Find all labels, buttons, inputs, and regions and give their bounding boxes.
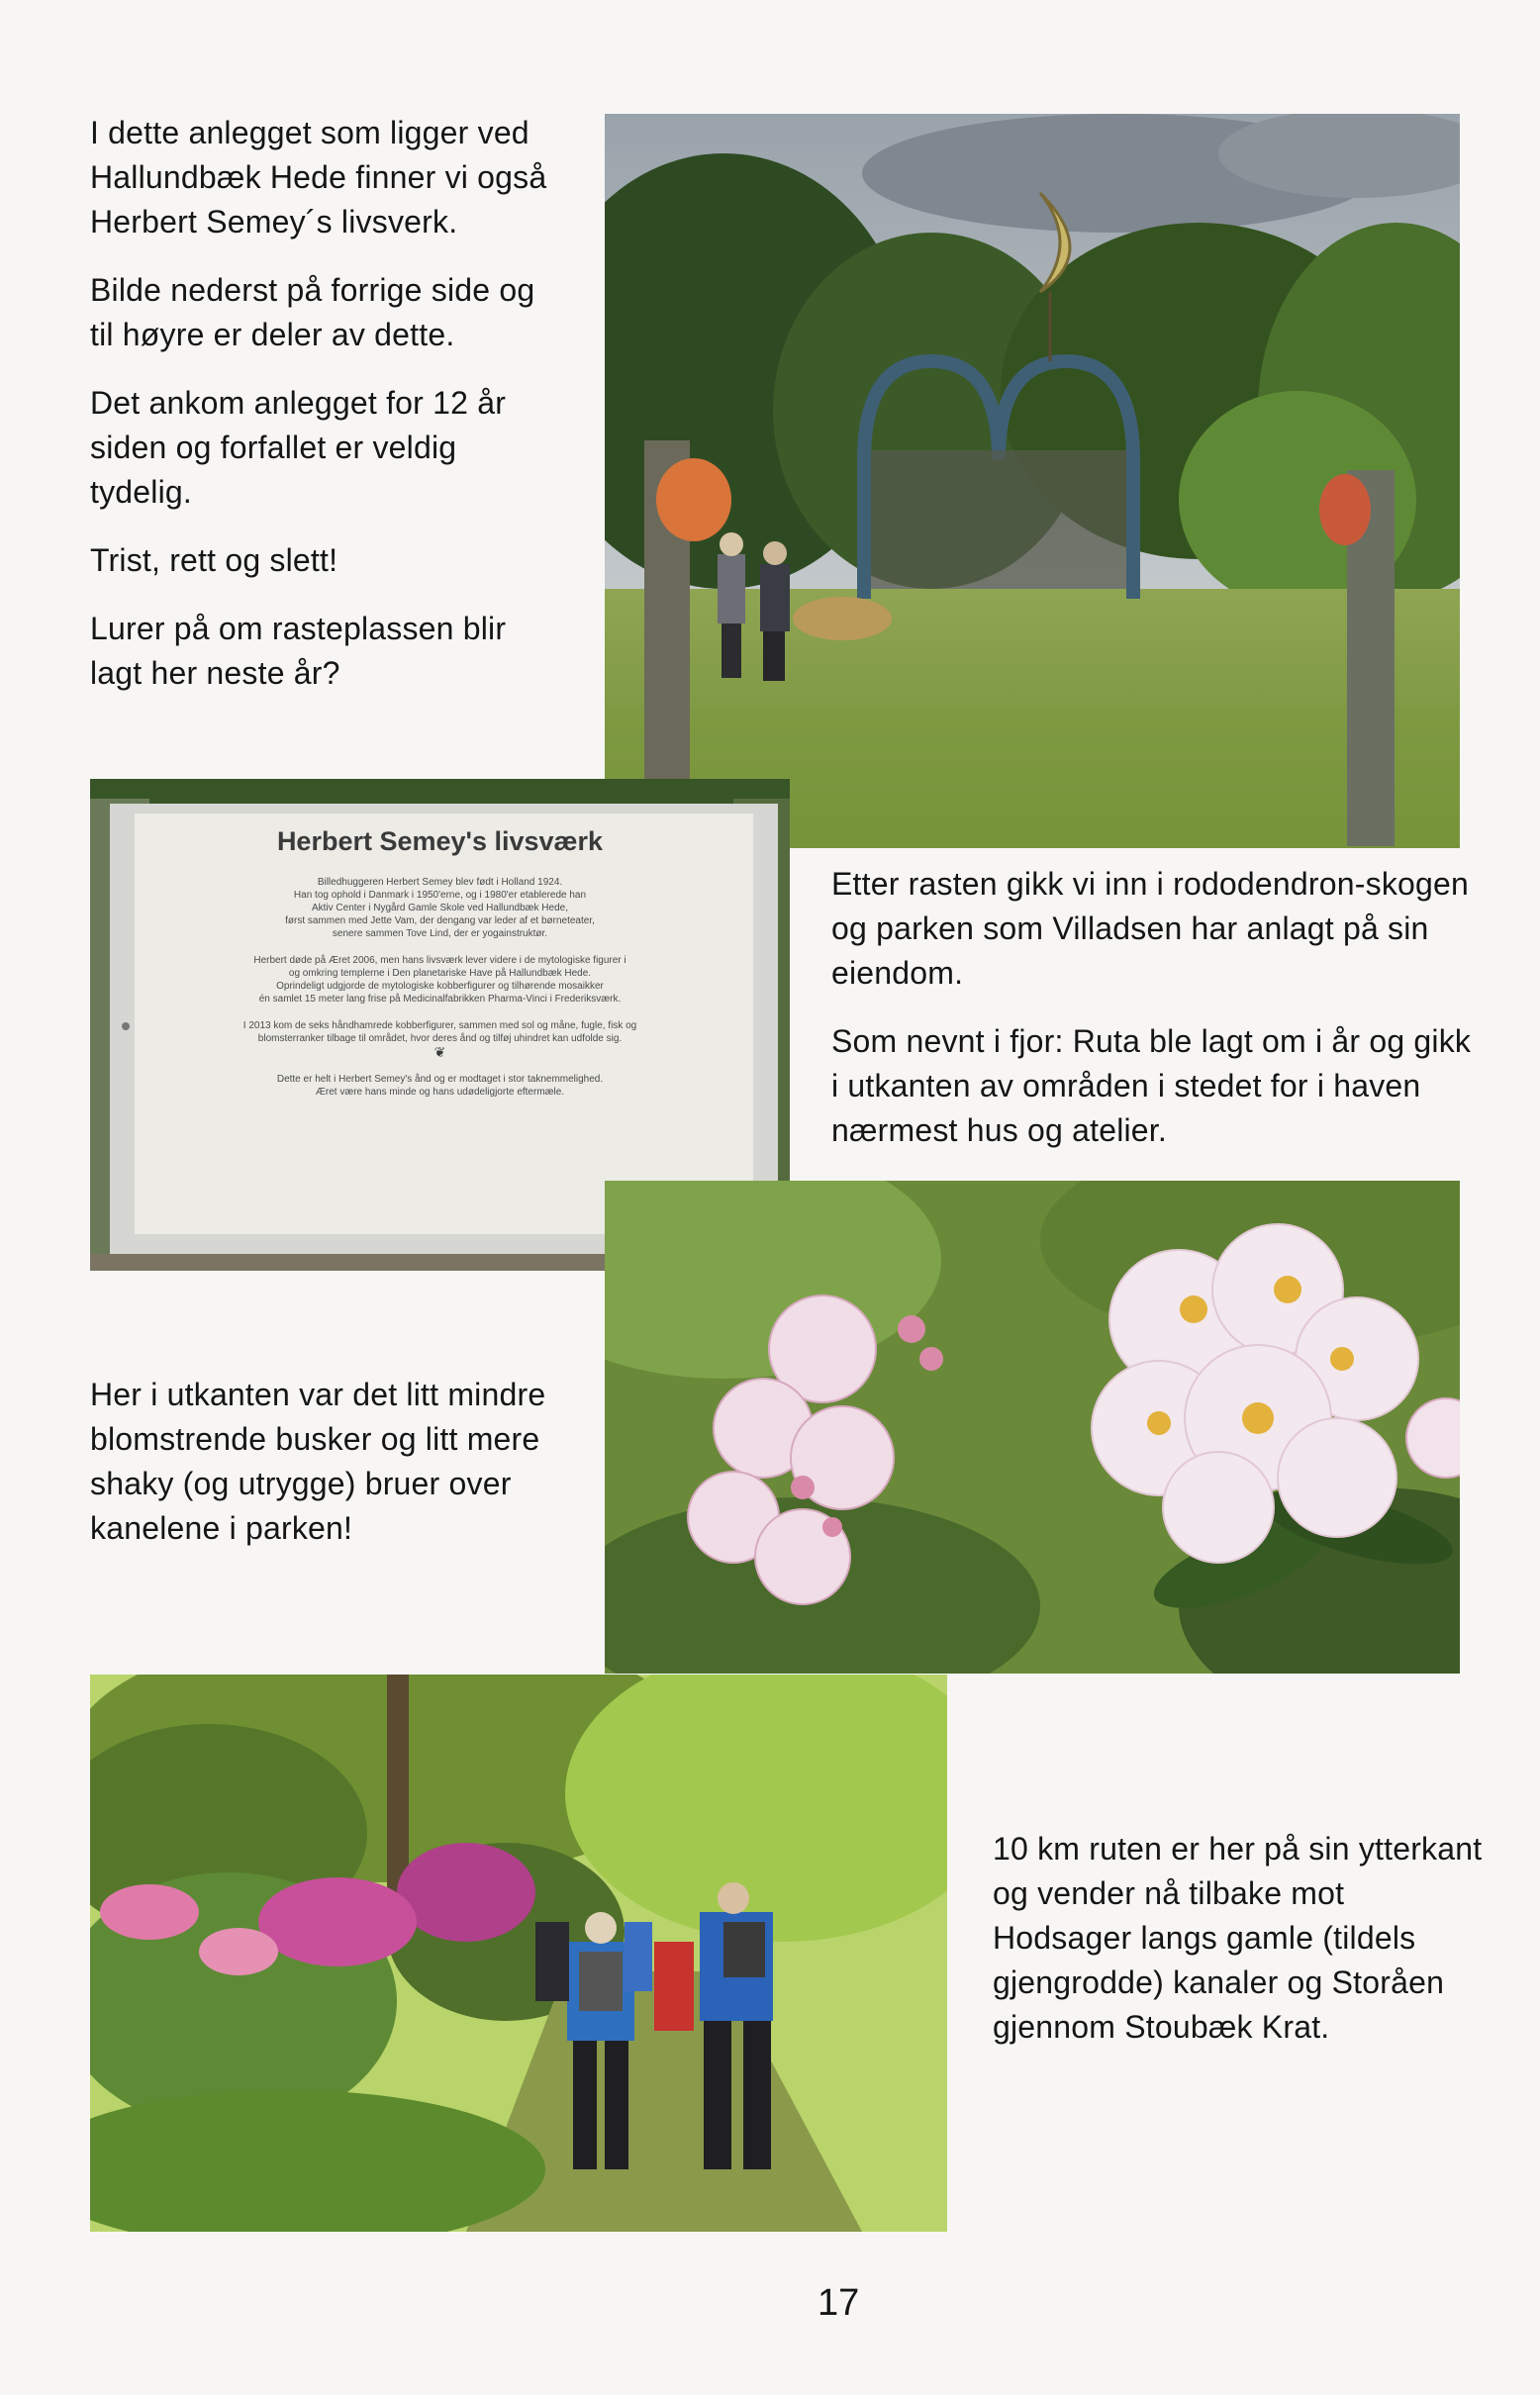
paragraph: I dette anlegget som ligger ved Hallundbæk Hede finner vi også Herbert Semey´s livsverk. [90, 115, 547, 240]
paragraph: Lurer på om rasteplassen blir lagt her neste år? [90, 611, 507, 691]
sign-line: I 2013 kom de seks håndhamrede kobberfigurer, sammen med sol og måne, fugle, fisk og [242, 1020, 637, 1031]
sign-line: én samlet 15 meter lang frise på Medicinalfabrikken Pharma-Vinci i Frederiksværk. [258, 994, 622, 1005]
sign-line: Billedhuggeren Herbert Semey blev født i Holland 1924. [317, 877, 563, 888]
sign-line: først sammen med Jette Vam, der dengang var leder af et børneteater, [285, 915, 595, 926]
bridges-text-block [90, 1373, 585, 1575]
sign-line: Oprindeligt udgjorde de mytologiske kobberfigurer og tilhørende mosaikker [276, 981, 604, 992]
paragraph: Bilde nederst på forrige side og til høyre er deler av dette. [90, 272, 535, 352]
sign-body [90, 876, 790, 1099]
park-text-block [831, 862, 1475, 1177]
intro-text-block [90, 111, 555, 719]
sign-title: Herbert Semey's livsværk [276, 826, 604, 856]
sign-line: Aktiv Center i Nygård Gamle Skole ved Hallundbæk Hede, [311, 903, 568, 913]
sign-line: senere sammen Tove Lind, der er yogainstruktør. [332, 928, 548, 939]
sign-line: Æret være hans minde og hans udødeligjorte eftermæle. [315, 1087, 565, 1098]
sign-line: Dette er helt i Herbert Semey's ånd og er modtaget i stor taknemmelighed. [276, 1074, 604, 1085]
paragraph: 10 km ruten er her på sin ytterkant og vender nå tilbake mot Hodsager langs gamle (tildels gjengrodde) kanaler og Storåen gjennom Stoubæk Krat. [993, 1831, 1483, 2045]
hikers-rhododendron-path-photo [90, 1675, 947, 2232]
sign-line: Han tog ophold i Danmark i 1950'erne, og i 1980'er etablerede han [293, 890, 587, 901]
paragraph: Trist, rett og slett! [90, 542, 338, 578]
paragraph: Det ankom anlegget for 12 år siden og forfallet er veldig tydelig. [90, 385, 507, 510]
sculpture-garden-photo [605, 114, 1460, 848]
paragraph: Som nevnt i fjor: Ruta ble lagt om i år og gikk i utkanten av områden i stedet for i haven nærmest hus og atelier. [831, 1023, 1472, 1148]
paragraph: Her i utkanten var det litt mindre blomstrende busker og litt mere shaky (og utrygge) bruer over kanelene i parken! [90, 1377, 546, 1546]
sign-line: Herbert døde på Æret 2006, men hans livsværk lever videre i de mytologiske figurer i [253, 955, 626, 966]
ornament-icon: ❦ [433, 1044, 446, 1060]
sign-line: blomsterranker tilbage til området, hvor deres ånd og tilføj uhindret kan udfolde sig. [257, 1033, 623, 1044]
paragraph: Etter rasten gikk vi inn i rododendron-skogen og parken som Villadsen har anlagt på sin eiendom. [831, 866, 1470, 991]
sign-line: og omkring templerne i Den planetariske Have på Hallundbæk Hede. [288, 968, 592, 979]
route-text-block [993, 1827, 1488, 2073]
rhododendron-flowers-photo [605, 1181, 1460, 1674]
page-number: 17 [818, 2282, 860, 2324]
